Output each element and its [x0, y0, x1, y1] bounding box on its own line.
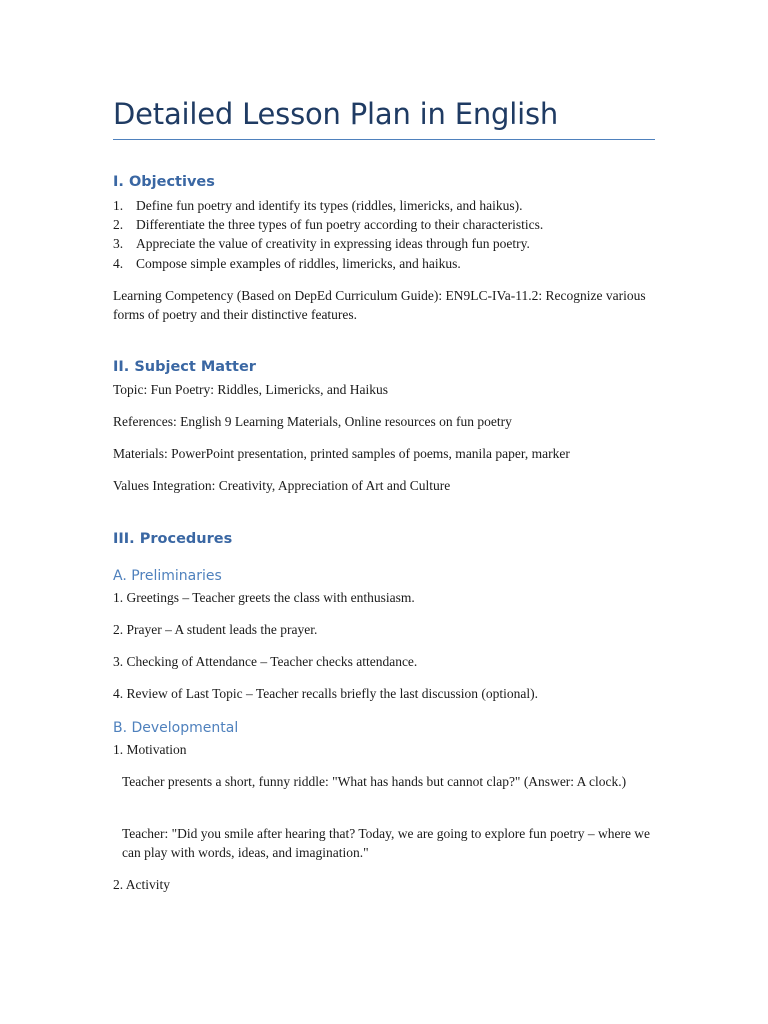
- objective-item: [113, 234, 655, 253]
- riddle-text: Teacher presents a short, funny riddle: "What has hands but cannot clap?" (Answer: A clock.): [122, 774, 627, 789]
- learning-competency: Learning Competency (Based on DepEd Curriculum Guide): EN9LC-IVa-11.2: Recognize various forms of poetry and their distinctive features.: [113, 288, 646, 322]
- topic-line: Topic: Fun Poetry: Riddles, Limericks, and Haikus: [113, 382, 389, 397]
- document-title: Detailed Lesson Plan in English: [113, 97, 559, 131]
- objective-text: Compose simple examples of riddles, limericks, and haikus.: [136, 256, 461, 271]
- objective-item: [113, 196, 655, 215]
- activity-label: 2. Activity: [113, 877, 170, 892]
- materials-line: Materials: PowerPoint presentation, printed samples of poems, manila paper, marker: [113, 446, 570, 461]
- teacher-paragraph: [113, 824, 655, 862]
- objective-number: 2.: [113, 217, 124, 232]
- values-line: Values Integration: Creativity, Appreciation of Art and Culture: [113, 478, 451, 493]
- developmental-heading: B. Developmental: [113, 720, 239, 736]
- preliminary-item: 1. Greetings – Teacher greets the class with enthusiasm.: [113, 590, 415, 605]
- preliminary-item: 2. Prayer – A student leads the prayer.: [113, 622, 318, 637]
- procedures-heading: III. Procedures: [113, 531, 233, 547]
- objective-number: 3.: [113, 236, 124, 251]
- objective-text: Differentiate the three types of fun poetry according to their characteristics.: [136, 217, 544, 232]
- references-line: References: English 9 Learning Materials, Online resources on fun poetry: [113, 414, 512, 429]
- preliminaries-heading: A. Preliminaries: [113, 568, 222, 584]
- title-underline: [113, 139, 655, 140]
- objective-text: Appreciate the value of creativity in expressing ideas through fun poetry.: [136, 236, 530, 251]
- preliminary-item: 3. Checking of Attendance – Teacher checks attendance.: [113, 654, 418, 669]
- objective-item: [113, 215, 655, 234]
- objective-number: 4.: [113, 256, 124, 271]
- teacher-text: Teacher: "Did you smile after hearing that? Today, we are going to explore fun poetry – where we can play with words, ideas, and imagination.": [122, 826, 651, 860]
- objective-item: [113, 254, 655, 273]
- riddle-paragraph: [113, 772, 655, 791]
- objectives-heading: I. Objectives: [113, 174, 215, 190]
- motivation-label: 1. Motivation: [113, 742, 187, 757]
- subject-matter-heading: II. Subject Matter: [113, 359, 256, 375]
- objective-number: 1.: [113, 198, 124, 213]
- objective-text: Define fun poetry and identify its types (riddles, limericks, and haikus).: [136, 198, 523, 213]
- preliminary-item: 4. Review of Last Topic – Teacher recalls briefly the last discussion (optional).: [113, 686, 538, 701]
